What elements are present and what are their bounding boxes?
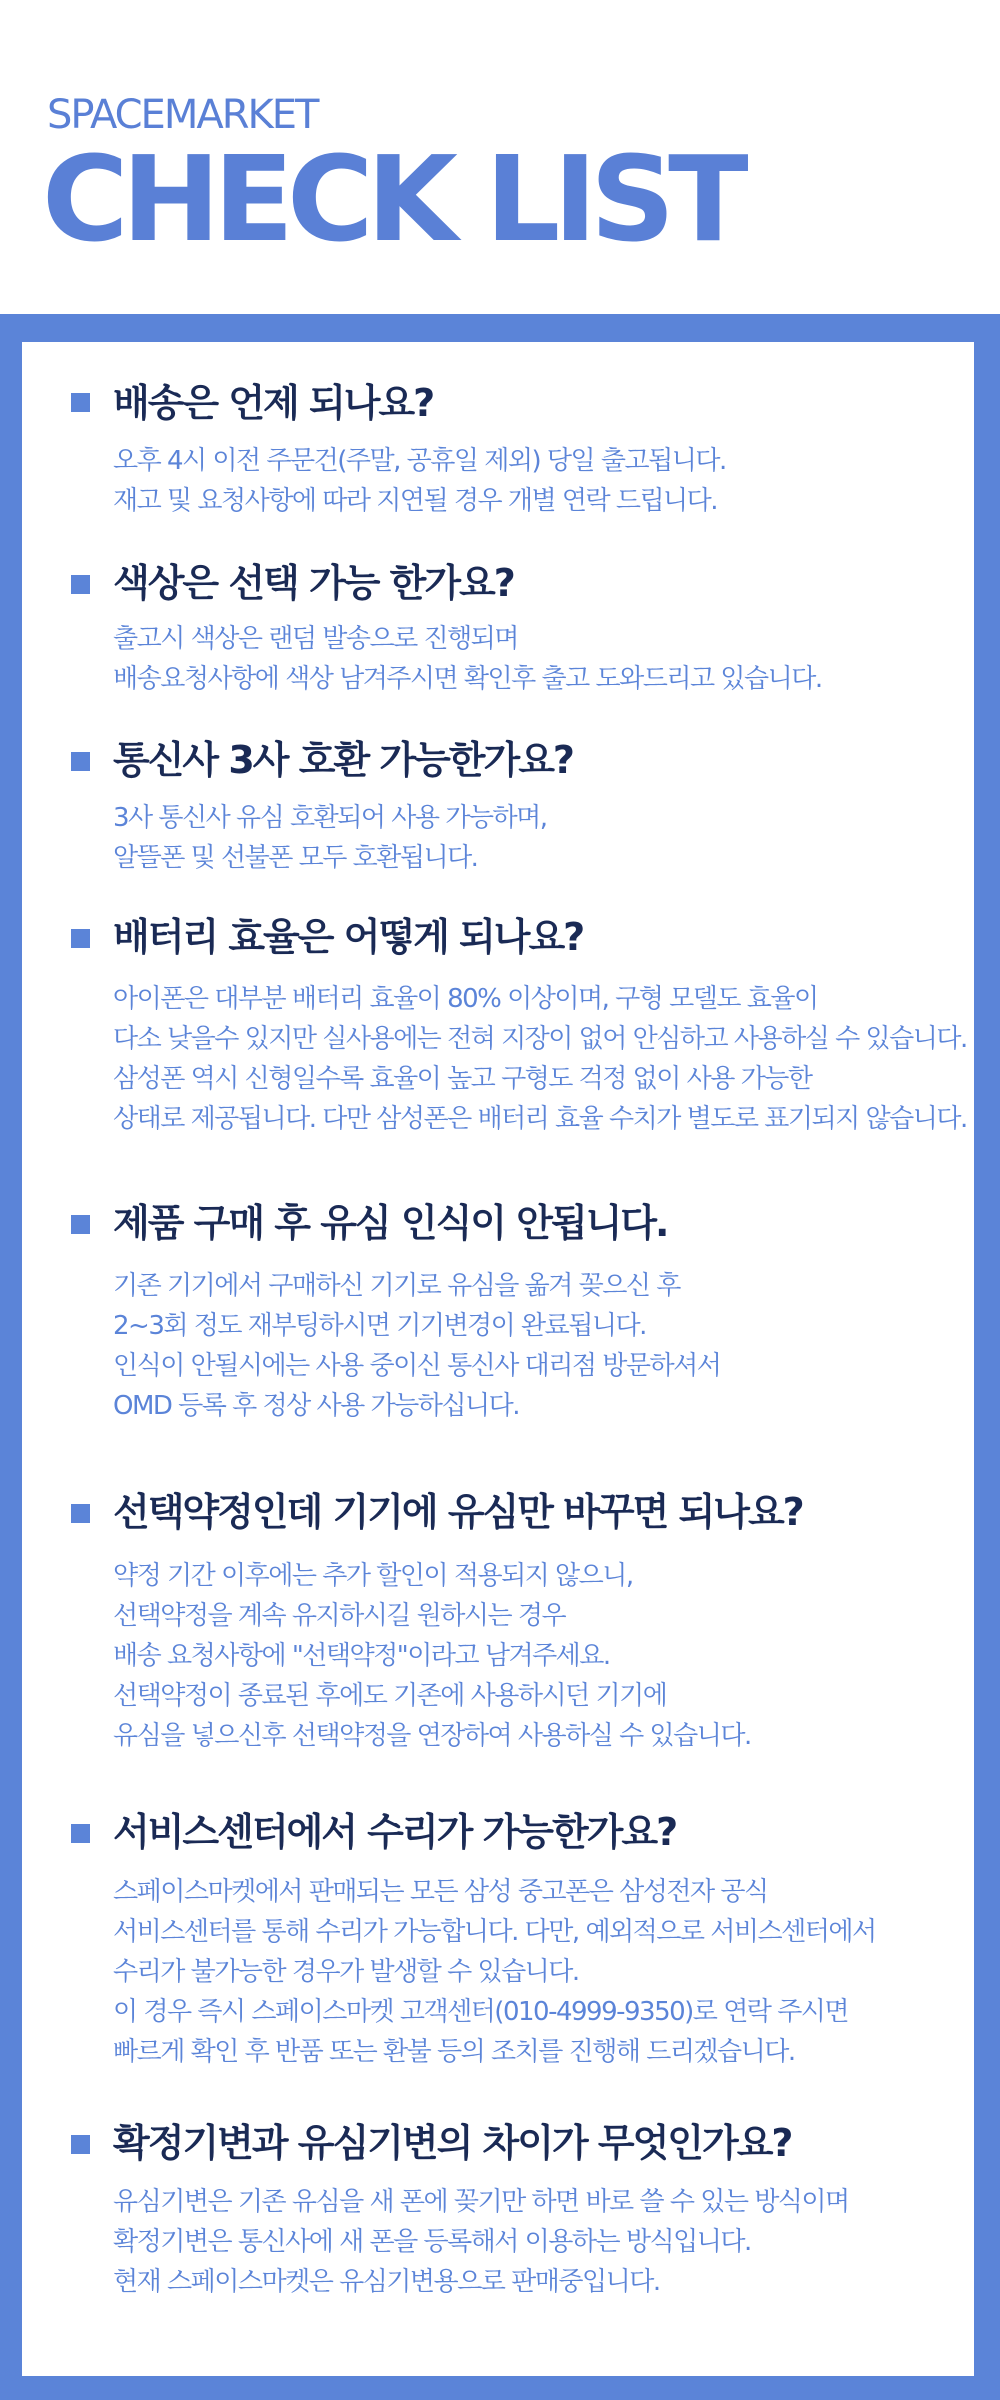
faq-answer bbox=[113, 1556, 973, 1756]
checklist-card bbox=[22, 342, 974, 2376]
faq-answer-line: 약정 기간 이후에는 추가 할인이 적용되지 않으니, bbox=[113, 1561, 633, 1591]
brand-name: SPACEMARKET bbox=[47, 92, 318, 138]
faq-answer-line: 상태로 제공됩니다. 다만 삼성폰은 배터리 효율 수치가 별도로 표기되지 않습니다. bbox=[113, 1104, 967, 1134]
faq-answer bbox=[113, 441, 973, 521]
bullet-square-icon bbox=[71, 393, 90, 412]
bullet-square-icon bbox=[71, 752, 90, 771]
faq-answer-line: 스페이스마켓에서 판매되는 모든 삼성 중고폰은 삼성전자 공식 bbox=[113, 1877, 768, 1907]
faq-answer bbox=[113, 798, 973, 878]
faq-answer-line: 2~3회 정도 재부팅하시면 기기변경이 완료됩니다. bbox=[113, 1311, 646, 1341]
bullet-square-icon bbox=[71, 929, 90, 948]
faq-question: 제품 구매 후 유심 인식이 안됩니다. bbox=[113, 1201, 668, 1245]
faq-answer bbox=[113, 979, 973, 1139]
faq-answer-line: 삼성폰 역시 신형일수록 효율이 높고 구형도 걱정 없이 사용 가능한 bbox=[113, 1064, 812, 1094]
faq-question: 색상은 선택 가능 한가요? bbox=[113, 561, 514, 605]
faq-question: 배송은 언제 되나요? bbox=[113, 381, 434, 425]
faq-answer-line: 기존 기기에서 구매하신 기기로 유심을 옮겨 꽂으신 후 bbox=[113, 1271, 680, 1301]
page-title: CHECK LIST bbox=[42, 130, 742, 268]
faq-answer-line: 다소 낮을수 있지만 실사용에는 전혀 지장이 없어 안심하고 사용하실 수 있습니다. bbox=[113, 1024, 967, 1054]
faq-answer-line: 재고 및 요청사항에 따라 지연될 경우 개별 연락 드립니다. bbox=[113, 486, 718, 516]
faq-answer-line: 배송요청사항에 색상 남겨주시면 확인후 출고 도와드리고 있습니다. bbox=[113, 664, 822, 694]
faq-answer-line: 출고시 색상은 랜덤 발송으로 진행되며 bbox=[113, 624, 518, 654]
bullet-square-icon bbox=[71, 1824, 90, 1843]
faq-answer-line: 선택약정을 계속 유지하시길 원하시는 경우 bbox=[113, 1601, 566, 1631]
bullet-square-icon bbox=[71, 2135, 90, 2154]
faq-question: 선택약정인데 기기에 유심만 바꾸면 되나요? bbox=[113, 1490, 803, 1534]
faq-answer-line: 확정기변은 통신사에 새 폰을 등록해서 이용하는 방식입니다. bbox=[113, 2227, 751, 2257]
faq-question: 배터리 효율은 어떻게 되나요? bbox=[113, 915, 584, 959]
faq-answer-line: 배송 요청사항에 "선택약정"이라고 남겨주세요. bbox=[113, 1641, 610, 1671]
faq-answer bbox=[113, 1872, 973, 2072]
page-header bbox=[0, 0, 1000, 314]
faq-question: 확정기변과 유심기변의 차이가 무엇인가요? bbox=[113, 2121, 792, 2165]
faq-answer-line: 인식이 안될시에는 사용 중이신 통신사 대리점 방문하셔서 bbox=[113, 1351, 721, 1381]
faq-answer-line: 알뜰폰 및 선불폰 모두 호환됩니다. bbox=[113, 843, 478, 873]
faq-answer-line: 수리가 불가능한 경우가 발생할 수 있습니다. bbox=[113, 1957, 579, 1987]
faq-question: 서비스센터에서 수리가 가능한가요? bbox=[113, 1810, 677, 1854]
faq-answer-line: 3사 통신사 유심 호환되어 사용 가능하며, bbox=[113, 803, 547, 833]
faq-answer-line: 유심을 넣으신후 선택약정을 연장하여 사용하실 수 있습니다. bbox=[113, 1721, 751, 1751]
faq-answer-line: OMD 등록 후 정상 사용 가능하십니다. bbox=[113, 1391, 520, 1421]
faq-answer-line: 빠르게 확인 후 반품 또는 환불 등의 조치를 진행해 드리겠습니다. bbox=[113, 2037, 795, 2067]
faq-answer-line: 서비스센터를 통해 수리가 가능합니다. 다만, 예외적으로 서비스센터에서 bbox=[113, 1917, 876, 1947]
faq-answer bbox=[113, 1266, 973, 1426]
faq-answer-line: 현재 스페이스마켓은 유심기변용으로 판매중입니다. bbox=[113, 2267, 660, 2297]
faq-answer-line: 오후 4시 이전 주문건(주말, 공휴일 제외) 당일 출고됩니다. bbox=[113, 446, 726, 476]
faq-question: 통신사 3사 호환 가능한가요? bbox=[113, 738, 573, 782]
faq-answer-line: 유심기변은 기존 유심을 새 폰에 꽂기만 하면 바로 쓸 수 있는 방식이며 bbox=[113, 2187, 849, 2217]
faq-answer bbox=[113, 619, 973, 699]
faq-answer bbox=[113, 2182, 973, 2302]
bullet-square-icon bbox=[71, 1504, 90, 1523]
faq-answer-line: 선택약정이 종료된 후에도 기존에 사용하시던 기기에 bbox=[113, 1681, 667, 1711]
faq-answer-line: 이 경우 즉시 스페이스마켓 고객센터(010-4999-9350)로 연락 주시면 bbox=[113, 1997, 849, 2027]
faq-answer-line: 아이폰은 대부분 배터리 효율이 80% 이상이며, 구형 모델도 효율이 bbox=[113, 984, 818, 1014]
bullet-square-icon bbox=[71, 575, 90, 594]
bullet-square-icon bbox=[71, 1215, 90, 1234]
